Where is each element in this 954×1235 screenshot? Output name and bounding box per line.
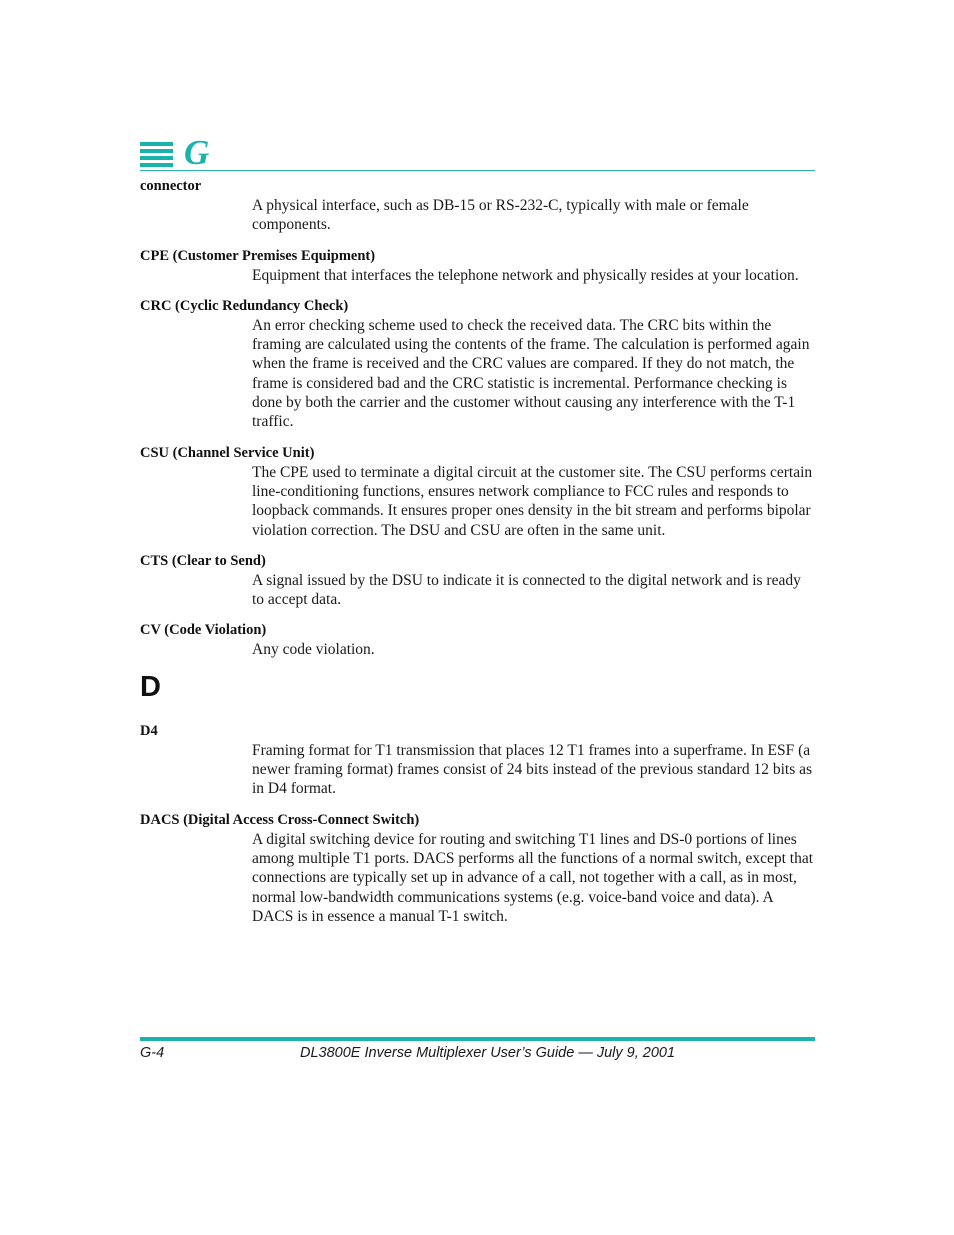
glossary-definition: A signal issued by the DSU to indicate it is connected to the digital network and is ready to accept data. (252, 571, 801, 609)
page-number: G-4 (140, 1045, 165, 1061)
glossary-term: connector (140, 178, 202, 194)
glossary-content (140, 177, 815, 938)
glossary-term: CV (Code Violation) (140, 622, 267, 639)
glossary-entry (140, 552, 815, 610)
glossary-definition: A digital switching device for routing and switching T1 lines and DS-0 portions of lines among multiple T1 ports. DACS performs all the functions of a normal switch, except that connections are typically set up in advance of a call, not together with a call, as in most, normal low-bandwidth communications systems (e.g. voice-band voice and data). A DACS is in essence a manual T-1 switch. (252, 830, 814, 925)
glossary-entry (140, 621, 815, 659)
glossary-definition: Any code violation. (252, 641, 375, 659)
glossary-section-header (140, 133, 815, 172)
glossary-definition: A physical interface, such as DB-15 or RS-232-C, typically with male or female components. (252, 197, 749, 234)
glossary-term: CRC (Cyclic Redundancy Check) (140, 297, 349, 314)
section-letter-g: G (184, 133, 210, 172)
glossary-entry (140, 444, 815, 540)
glossary-term: DACS (Digital Access Cross-Connect Switch) (140, 811, 420, 828)
glossary-definition: The CPE used to terminate a digital circuit at the customer site. The CSU performs certain line-conditioning functions, ensures network compliance to FCC rules and responds to loopback commands. It ensures proper ones density in the bit stream and performs bipolar violation correction. The DSU and CSU are often in the same unit. (252, 463, 813, 539)
glossary-term: D4 (140, 722, 158, 739)
footer-rule (140, 1037, 815, 1041)
glossary-term: CPE (Customer Premises Equipment) (140, 247, 376, 264)
header-bars-icon (140, 142, 173, 168)
glossary-definition: An error checking scheme used to check the received data. The CRC bits within the framing are calculated using the contents of the frame. The calculation is performed again when the frame is received and the CRC values are compared. If they do not match, the frame is considered bad and the CRC statistic is incremental. Performance checking is done by both the carrier and the customer without causing any interference with the T-1 traffic. (252, 316, 810, 431)
glossary-entry (140, 811, 815, 926)
glossary-entry (140, 177, 815, 235)
glossary-term: CSU (Channel Service Unit) (140, 444, 315, 461)
glossary-definition: Equipment that interfaces the telephone network and physically resides at your location. (252, 266, 799, 284)
glossary-term: CTS (Clear to Send) (140, 552, 266, 569)
glossary-entry (140, 722, 815, 799)
document-title: DL3800E Inverse Multiplexer User’s Guide — July 9, 2001 (300, 1045, 676, 1061)
glossary-definition: Framing format for T1 transmission that places 12 T1 frames into a superframe. In ESF (a newer framing format) frames consist of 24 bits instead of the previous standard 12 bits as in D4 format. (252, 741, 813, 798)
glossary-entry (140, 297, 815, 432)
section-letter-d: D (140, 670, 161, 703)
glossary-entry (140, 247, 815, 285)
